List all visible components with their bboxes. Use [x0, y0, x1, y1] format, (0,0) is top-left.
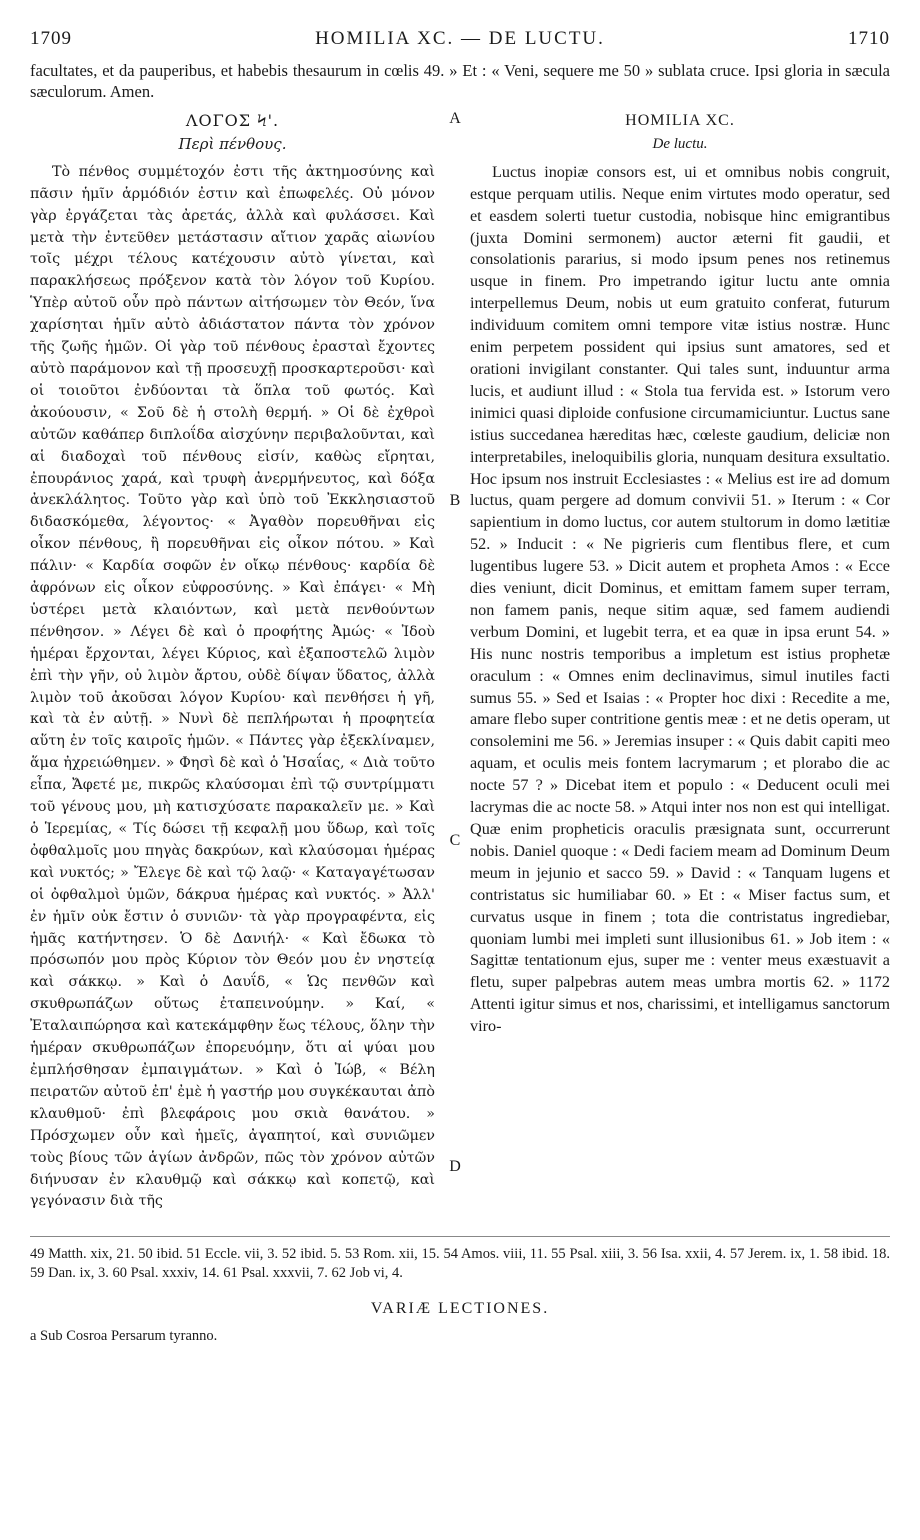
latin-column — [470, 110, 890, 1038]
carryover-text: facultates, et da pauperibus, et habebis thesaurum in cœlis 49. » Et : « Veni, sequere me 50 » sublata cruce. Ipsi gloria in sæcula sæculorum. Amen. — [30, 61, 890, 101]
right-page-number: 1710 — [847, 28, 890, 49]
greek-text: Τὸ πένθος συμμέτοχόν ἐστι τῆς ἀκτημοσύνης καὶ πᾶσιν ἡμῖν ἁρμόδιόν ἐστιν καὶ ἐπωφελές. Οὐ μόνον γὰρ ἐργάζεται τὰς ἀρετάς, ἀλλὰ καὶ φυλάσσει. Καὶ μετὰ τὴν ἐντεῦθεν μετάστασιν αἴτιον χαρᾶς αἰωνίου τοῖς μέχρι τέλους κατέχουσιν αὐτὸ γίνεται, καὶ παρακλήσεως πρόξενον κατὰ τὸν λόγον τοῦ Κυρίου. Ὑπὲρ αὐτοῦ οὖν πρὸ πάντων αἰτήσωμεν τὸν Θεόν, ἵνα χαρίσηται ἡμῖν αὐτὸ ἀδιάστατον πάντα τὸν χρόνον τῆς ζωῆς ἡμῶν. Οἱ γὰρ τοῦ πένθους ἐρασταὶ ἔχοντες αὐτὸ παράμονον καὶ τῇ προσευχῇ προσκαρτεροῦσι· καὶ οἱ τοιοῦτοι ἐνδύονται τὰ ὅπλα τοῦ φωτός. Καὶ ἀκούουσιν, « Σοῦ δὲ ἡ στολὴ θερμή. » Οἱ δὲ ἐχθροὶ αὐτῶν καθάπερ διπλοΐδα αἰσχύνην περιβαλοῦνται, καὶ αἱ διαδοχαὶ τοῦ πένθους εἰσίν, καθὼς εἴρηται, ἐπουράνιος χαρά, καὶ τρυφὴ ἀνερμήνευτος, καὶ δόξα ἀνεκλάλητος. Τοῦτο γὰρ καὶ ὑπὸ τοῦ Ἐκκλησιαστοῦ διδασκόμεθα, λέγοντος· « Ἀγαθὸν πορευθῆναι εἰς οἶκον πένθους, ἢ πορευθῆναι εἰς οἶκον πότου. » Καὶ πάλιν· « Καρδία σοφῶν ἐν οἴκῳ πένθους· καρδία δὲ ἀφρόνων εἰς οἶκον εὐφροσύνης. » Καὶ ἐπάγει· « Μὴ ὑστέρει μετὰ κλαιόντων, καὶ μετὰ πενθούντων πένθησον. » Λέγει δὲ καὶ ὁ προφήτης Ἀμώς· « Ἰδοὺ ἡμέραι ἔρχονται, λέγει Κύριος, καὶ ἐξαποστελῶ λιμὸν ἐπὶ τὴν γῆν, οὐ λιμὸν ἄρτου, οὐδὲ δίψαν ὕδατος, ἀλλὰ λιμὸν τοῦ ἀκοῦσαι λόγον Κυρίου· καὶ πενθήσει ἡ γῆ, καὶ τὰ ἐν αὐτῇ. » Νυνὶ δὲ πεπλήρωται ἡ προφητεία αὕτη ἐν τοῖς καιροῖς ἡμῶν. « Πάντες γὰρ ἐξεκλίναμεν, ἅμα ἠχρειώθημεν. » Φησὶ δὲ καὶ ὁ Ἡσαΐας, « Διὰ τοῦτο εἶπα, Ἄφετέ με, πικρῶς κλαύσομαι ἐπὶ τῷ συντρίμματι τοῦ γένους μου, μὴ κατισχύσατε παρακαλεῖν με. » Καὶ ὁ Ἱερεμίας, « Τίς δώσει τῇ κεφαλῇ μου ὕδωρ, καὶ τοῖς ὀφθαλμοῖς μου πηγὰς δακρύων, καὶ κλαύσομαι ἡμέρας καὶ νυκτός; » Ἔλεγε δὲ καὶ τῷ λαῷ· « Καταγαγέτωσαν οἱ ὀφθαλμοὶ ὑμῶν, δάκρυα ἡμέρας καὶ νυκτός. » Ἀλλ' ἐν ἡμῖν οὐκ ἔστιν ὁ συνιῶν· τὰ γὰρ προγραφέντα, εἰς ἡμᾶς κατήντησεν. Ὁ δὲ Δανιήλ· « Καὶ ἔδωκα τὸ πρόσωπόν μου πρὸς Κύριον τὸν Θεόν μου ἐν νηστείᾳ καὶ σάκκῳ. » Καὶ ὁ Δαυΐδ, « Ὡς πενθῶν καὶ σκυθρωπάζων οὕτως ἐταπεινούμην. » Καί, « Ἐταλαιπώρησα καὶ κατεκάμφθην ἕως τέλους, ὅλην τὴν ἡμέραν σκυθρωπάζων ἐπορευόμην, ὅτι αἱ ψύαι μου ἐμπλήσθησαν ἐμπαιγμάτων. » Καὶ ὁ Ἰώβ, « Βέλη πειρατῶν αὐτοῦ ἐπ' ἐμὲ ἡ γαστήρ μου συγκέκαυται ἀπὸ κλαυθμοῦ· ἐπὶ βλεφάροις μου σκιὰ θανάτου. » Πρόσχωμεν οὖν καὶ ἡμεῖς, ἀγαπητοί, καὶ συνιῶμεν τοὺς βίους τῶν ἁγίων ἀνδρῶν, πῶς τὸν χρόνον αὐτῶν διήνυσαν ἐν κλαυθμῷ καὶ σάκκῳ καὶ κοπετῷ, καὶ γεγόνασιν διὰ τῆς — [30, 163, 435, 1210]
running-title: HOMILIA XC. — DE LUCTU. — [315, 28, 605, 49]
greek-subheading: Περὶ πένθους. — [178, 134, 287, 153]
two-column-body — [30, 110, 890, 1270]
greek-column — [30, 110, 435, 1213]
margin-letter-a: A — [449, 110, 461, 127]
left-page-number: 1709 — [30, 28, 72, 49]
margin-letter-b: B — [449, 492, 461, 509]
latin-text: Luctus inopiæ consors est, ui et omnibus nobis congruit, estque perquam utilis. Neque enim virtutes modo operatur, sed et easdem solerti tuetur custodia, nobisque hinc emigrantibus (juxta Domini sermonem) auctor æterni fit gaudii, et consolationis pararius, si modo ipsum penes nos retinemus usque in finem. Pro impetrando igitur luctu ante omnia interpellemus Deum, nobis ut eum gratuito conferat, futurum individuum comitem omni tempore vitæ istius nostræ. Hunc enim perpetem possident qui ipsius sunt amatores, sed et orationi invigilant constanter. Qui tales sunt, induuntur arma lucis, et audiunt illud : « Stola tua fervida est. » Istorum vero inimici quasi diploide confusione circumamiciuntur. Luctus sane istius succedanea hæreditas hæc, cœleste gaudium, deliciæ non interpretabiles, ineloquibilis gloria, nunquam desitura exsultatio. Hoc ipsum nos instruit Ecclesiastes : « Melius est ire ad domum luctus, quam pergere ad domum convivii 51. » Iterum : « Cor sapientium in domo luctus, cor autem stultorum in domo lætitiæ 52. » Inducit : « Ne pigrieris cum flentibus flere, et cum lugentibus lugere 53. » Dicit autem et propheta Amos : « Ecce dies veniunt, dicit Dominus, et emittam famem super terram, non famem panis, neque sitim aquæ, sed famem audiendi verbum Domini, et lugebit terra, et ea quæ in ipsa erunt 54. » His nunc nostris temporibus a impletum est istius prophetæ oraculum : « Omnes enim declinavimus, simul inutiles facti sumus 55. » Sed et Isaias : « Propter hoc dixi : Recedite a me, amare flebo super contritione gentis meæ : et ne detis operam, ut consolemini me 56. » Jeremias insuper : « Quis dabit capiti meo aquam, et oculis meis fontem lacrymarum ; et plorabo die ac nocte 57 ? » Dicebat item et populo : « Deducent oculi mei lacrymas die ac nocte 58. » Atqui inter nos non est qui intelligat. Quæ enim propheticis oraculis præsignata sunt, occurrerunt nobis. Daniel quoque : « Dedi faciem meam ad Dominum Deum meum in jejunio et sacco 59. » David : « Tanquam lugens et contristatus sic humiliabar 60. » Et : « Miser factus sum, et curvatus usque in finem ; tota die contristatus ingrediebar, quoniam lumbi mei impleti sunt illusionibus 61. » Job item : « Sagittæ tentationum ejus, super me : venter meus exæstuavit a fletu, super palpebras autem meas umbra mortis 62. » 1172 Attenti igitur simus et nos, charissimi, et intelligamus sanctorum viro- — [470, 162, 890, 1036]
greek-heading: ΛΟΓΟΣ Ϟ'. — [185, 111, 280, 130]
variae-lectiones-title: VARIÆ LECTIONES. — [370, 1300, 550, 1317]
margin-letter-d: D — [449, 1158, 461, 1175]
margin-letter-c: C — [449, 832, 461, 849]
latin-subheading: De luctu. — [652, 135, 708, 152]
latin-heading: HOMILIA XC. — [625, 112, 735, 129]
footnotes: 49 Matth. xix, 21. 50 ibid. 51 Eccle. vii, 3. 52 ibid. 5. 53 Rom. xii, 15. 54 Amos. viii, 11. 55 Psal. xiii, 3. 56 Isa. xxii, 4. 57 Jerem. ix, 1. 58 ibid. 18. 59 Dan. ix, 3. 60 Psal. xxxiv, 14. 61 Psal. xxxvii, 7. 62 Job vi, 4. — [30, 1236, 890, 1283]
page — [30, 28, 890, 1270]
running-head — [30, 28, 890, 58]
variae-lectiones-note: a Sub Cosroa Persarum tyranno. — [30, 1328, 218, 1344]
